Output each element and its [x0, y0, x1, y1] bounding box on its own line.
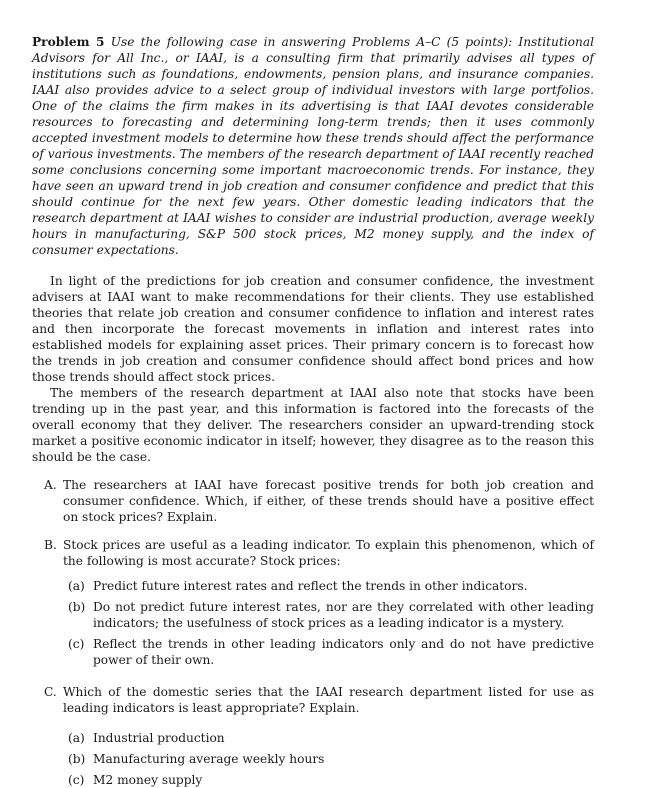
context-paragraph-2: The members of the research department at IAAI also note that stocks have been trending up in the past year, and this information is factored into the forecasts of the overall economy that they deliver. The researchers consider an upward-trending stock market a positive economic indicator in itself; however, they disagree as to the reason this should be the case. — [32, 386, 594, 464]
context-paragraph-1: In light of the predictions for job creation and consumer confidence, the investment advisers at IAAI want to make recommendations for their clients. They use established theories that relate job creation and consumer confidence to inflation and interest rates and then incorporate the forecast movements in inflation and interest rates into established models for explaining asset prices. Their primary concern is to forecast how the trends in job creation and consumer confidence should affect bond prices and how those trends should affect stock prices. — [32, 274, 594, 384]
question-letter: B. — [44, 538, 57, 552]
problem-intro — [32, 34, 594, 258]
option-item — [63, 751, 594, 767]
option-mark: (c) — [68, 637, 85, 651]
option-mark: (b) — [68, 752, 86, 766]
option-mark: (c) — [68, 773, 85, 787]
question-text: The researchers at IAAI have forecast positive trends for both job creation and consumer confidence. Which, if either, of these trends should have a positive effect on stock prices? Explain. — [63, 478, 594, 524]
question-b — [32, 537, 594, 668]
option-list — [63, 578, 594, 668]
question-letter: C. — [44, 685, 57, 699]
option-mark: (a) — [68, 731, 85, 745]
question-list — [32, 477, 594, 788]
option-item — [63, 730, 594, 746]
option-text: Predict future interest rates and reflect the trends in other indicators. — [93, 579, 528, 593]
option-text: Industrial production — [93, 731, 225, 745]
question-text: Stock prices are useful as a leading indicator. To explain this phenomenon, which of the following is most accurate? Stock prices: — [63, 538, 594, 568]
problem-title: Problem 5 — [32, 35, 105, 49]
option-mark: (a) — [68, 579, 85, 593]
option-text: Manufacturing average weekly hours — [93, 752, 325, 766]
option-item — [63, 636, 594, 668]
question-letter: A. — [44, 478, 57, 492]
option-text: M2 money supply — [93, 773, 203, 787]
option-text: Reflect the trends in other leading indicators only and do not have predictive power of their own. — [93, 637, 594, 667]
option-item — [63, 578, 594, 594]
option-item — [63, 772, 594, 788]
option-mark: (b) — [68, 600, 86, 614]
question-text: Which of the domestic series that the IAAI research department listed for use as leading indicators is least appropriate? Explain. — [63, 685, 594, 715]
question-a — [32, 477, 594, 525]
question-c — [32, 684, 594, 788]
option-item — [63, 599, 594, 631]
option-list — [63, 730, 594, 788]
problem-intro-text: Use the following case in answering Problems A–C (5 points): Institutional Advisors for All Inc., or IAAI, is a consulting firm that primarily advises all types of institutions such as foundations, endowments, pension plans, and insurance companies. IAAI also provides advice to a select group of individual investors with large portfolios. One of the claims the firm makes in its advertising is that IAAI devotes considerable resources to forecasting and determining long-term trends; then it uses commonly accepted investment models to determine how these trends should affect the performance of various investments. The members of the research department of IAAI recently reached some conclusions concerning some important macroeconomic trends. For instance, they have seen an upward trend in job creation and consumer confidence and predict that this should continue for the next few years. Other domestic leading indicators that the research department at IAAI wishes to consider are industrial production, average weekly hours in manufacturing, S&P 500 stock prices, M2 money supply, and the index of consumer expectations. — [32, 35, 594, 257]
option-text: Do not predict future interest rates, nor are they correlated with other leading indicators; the usefulness of stock prices as a leading indicator is a mystery. — [93, 600, 594, 630]
